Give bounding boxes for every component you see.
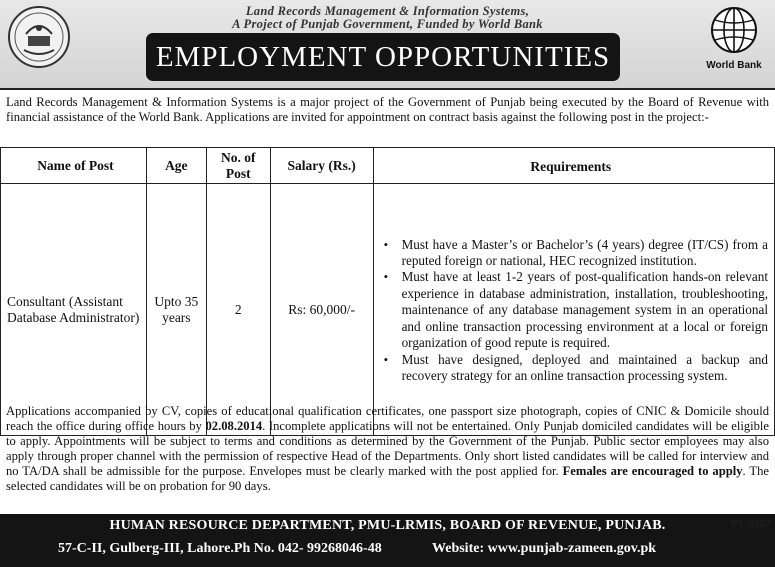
department-name: HUMAN RESOURCE DEPARTMENT, PMU-LRMIS, BOARD OF REVENUE, PUNJAB. bbox=[109, 518, 666, 533]
footer bbox=[0, 514, 775, 567]
project-subtitle-line2: A Project of Punjab Government, Funded by World Bank bbox=[232, 17, 543, 31]
female-encouragement: Females are encouraged to apply bbox=[562, 464, 743, 478]
intro-paragraph: Land Records Management & Information Systems is a major project of the Government of Punjab being executed by the Board of Revenue with financial assistance of the World Bank. Applications are invited for appointment on contract basis against the following post in the project:- bbox=[6, 95, 769, 124]
application-notice bbox=[6, 404, 769, 494]
list-item bbox=[374, 237, 768, 270]
world-bank-logo bbox=[701, 4, 767, 84]
world-bank-globe-icon bbox=[710, 6, 758, 54]
deadline-date: 02.08.2014 bbox=[205, 419, 263, 433]
header-salary: Salary (Rs.) bbox=[270, 148, 373, 184]
list-item bbox=[374, 269, 768, 351]
header-name-of-post: Name of Post bbox=[1, 148, 147, 184]
age-limit: Upto 35 years bbox=[146, 184, 206, 436]
bullet-icon: • bbox=[383, 236, 389, 252]
number-of-posts: 2 bbox=[206, 184, 270, 436]
header-no-of-post: No. of Post bbox=[206, 148, 270, 184]
page-title: EMPLOYMENT OPPORTUNITIES bbox=[146, 33, 620, 81]
requirement-text: Must have a Master’s or Bachelor’s (4 years) degree (IT/CS) from a reputed foreign or national, HEC recognized institution. bbox=[401, 236, 768, 269]
bullet-icon: • bbox=[383, 269, 389, 285]
ipl-code: IPL-9287 bbox=[730, 519, 771, 530]
header-requirements: Requirements bbox=[373, 148, 774, 184]
requirement-text: Must have designed, deployed and maintained a backup and recovery strategy for an online transaction processing system. bbox=[401, 351, 768, 383]
world-bank-label: World Bank bbox=[706, 60, 762, 71]
bullet-icon: • bbox=[383, 351, 389, 367]
notice-text-2: . Incomplete applications will not be entertained. Only Punjab domiciled candidates will be eligible to apply. Appointments will be subject to terms and conditions as determined by the Government of the Punjab. Public sector employees may also apply through proper channel with the permission of respective Head of the Departments. Only short listed candidates will be called for interview and no TA/DA shall be admissible for the purpose. Envelopes must be clearly marked with the post applied for. bbox=[6, 419, 770, 478]
header bbox=[0, 0, 775, 90]
vacancy-table bbox=[0, 147, 775, 436]
notice-text-1: Applications accompanied by CV, copies of educational qualification certificates, one passport size photograph, copies of CNIC & Domicile should reach the office during office hours by bbox=[6, 404, 769, 433]
list-item bbox=[374, 352, 768, 385]
notice-text-3: . The selected candidates will be on probation for 90 days. bbox=[6, 464, 769, 493]
project-subtitle-line1: Land Records Management & Information Systems, bbox=[245, 4, 530, 18]
requirements-list bbox=[374, 237, 768, 385]
office-address: 57-C-II, Gulberg-III, Lahore.Ph No. 042- 99268046-48 bbox=[58, 541, 382, 556]
table-header-row bbox=[1, 148, 775, 184]
website-link[interactable]: Website: www.punjab-zameen.gov.pk bbox=[432, 541, 657, 556]
table-row bbox=[1, 184, 775, 436]
salary: Rs: 60,000/- bbox=[270, 184, 373, 436]
requirement-text: Must have at least 1-2 years of post-qualification hands-on relevant experience in database administration, installation, troubleshooting, maintenance of any database management system in an operational and online transaction processing environment at a local or foreign organization of good repute is required. bbox=[401, 269, 768, 351]
post-name: Consultant (Assistant Database Administrator) bbox=[1, 184, 147, 436]
requirements-cell bbox=[373, 184, 774, 436]
header-age: Age bbox=[146, 148, 206, 184]
